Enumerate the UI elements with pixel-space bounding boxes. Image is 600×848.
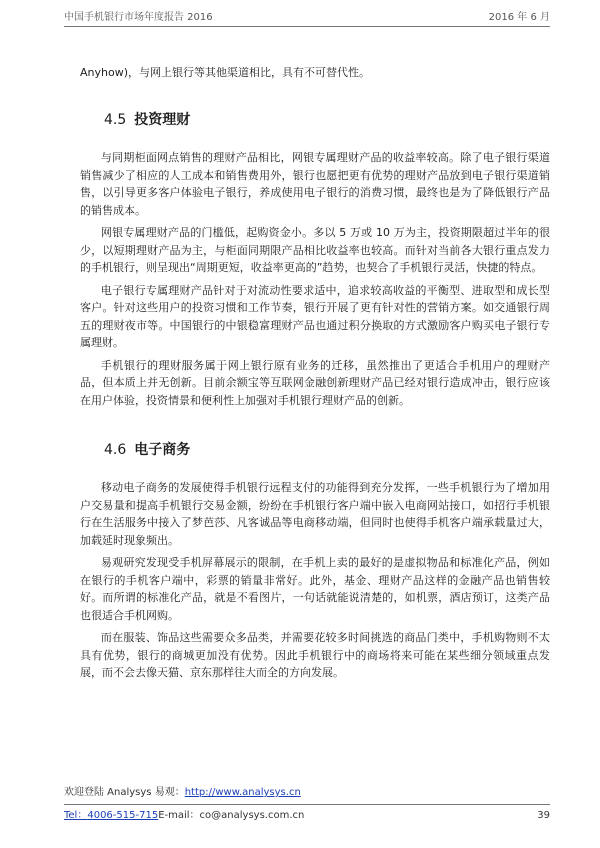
paragraph: 易观研究发现受手机屏幕展示的限制，在手机上卖的最好的是虚拟物品和标准化产品，例如在银行的手机客户端中，彩票的销量非常好。此外，基金、理财产品这样的金融产品也销售较好。而所谓的标准化产品，就是不看图片，一句话就能说清楚的，如机票，酒店预订，这类产品也很适合手机网购。: [80, 556, 550, 622]
section-number: 4.5: [104, 112, 127, 128]
report-date: 2016 年 6 月: [488, 12, 550, 23]
section-heading: [104, 109, 550, 129]
continuation-text: Anyhow)，与网上银行等其他渠道相比，具有不可替代性。: [80, 66, 370, 79]
paragraph: 与同期柜面网点销售的理财产品相比，网银专属理财产品的收益率较高。除了电子银行渠道销售减少了相应的人工成本和销售费用外，银行也愿把更有优势的理财产品放到电子银行渠道销售，以引导更多客户体验电子银行，养成使用电子银行的消费习惯，最终也是为了降低银行产品的销售成本。: [80, 151, 550, 217]
section-title: 电子商务: [134, 442, 191, 458]
email-label: E-mail：: [158, 810, 200, 821]
section-heading: [104, 439, 550, 459]
footer-contact: [64, 804, 550, 823]
section-title: 投资理财: [134, 112, 191, 128]
paragraph: 而在服装、饰品这些需要众多品类，并需要花较多时间挑选的商品门类中，手机购物则不太具有优势，银行的商城更加没有优势。因此手机银行中的商场将来可能在某些细分领域重点发展，而不会去像天猫、京东那样往大而全的方向发展。: [80, 631, 550, 679]
tel-label: Tel：: [64, 810, 88, 821]
email-link[interactable]: co@analysys.com.cn: [199, 810, 305, 821]
section-investment: [80, 109, 550, 409]
paragraph: 移动电子商务的发展使得手机银行远程支付的功能得到充分发挥，一些手机银行为了增加用户交易量和提高手机银行交易金额，纷纷在手机银行客户端中嵌入电商网站接口，如招行手机银行在生活服务中接入了梦芭莎、凡客诚品等电商移动端，但同时也使得手机客户端承载量过大，加载延时现象频出。: [80, 481, 550, 547]
report-title: 中国手机银行市场年度报告 2016: [64, 12, 213, 23]
paragraph: 电子银行专属理财产品针对于对流动性要求适中，追求较高收益的平衡型、进取型和成长型客户。针对这些用户的投资习惯和工作节奏，银行开展了更有针对性的营销方案。如交通银行周五的理财夜市等。中国银行的中银稳富理财产品也通过积分换取的方式激励客户购买电子银行专属理财。: [80, 283, 550, 349]
paragraph: 手机银行的理财服务属于网上银行原有业务的迁移，虽然推出了更适合手机用户的理财产品，但本质上并无创新。目前余额宝等互联网金融创新理财产品已经对银行造成冲击，银行应该在用户体验，投资情景和便利性上加强对手机银行理财产品的创新。: [80, 358, 550, 407]
page-footer: [64, 786, 550, 823]
website-link[interactable]: http://www.analysys.cn: [184, 787, 301, 798]
page-number: 39: [537, 810, 550, 821]
page-body: [80, 64, 550, 687]
section-number: 4.6: [104, 442, 127, 458]
section-ecommerce: [80, 439, 550, 682]
page-header: [64, 8, 550, 27]
tel-link[interactable]: 4006-515-715: [87, 810, 159, 821]
paragraph: 网银专属理财产品的门槛低，起购资金小。多以 5 万或 10 万为主，投资期限超过半年的很少，以短期理财产品为主，与柜面同期限产品相比收益率也较高。而针对当前各大银行重点发力的手机银行，则呈现出“周期更短，收益率更高的”趋势，也契合了手机银行灵活，快捷的特点。: [80, 226, 550, 274]
welcome-text: 欢迎登陆 Analysys 易观：: [64, 787, 185, 798]
footer-welcome: [64, 786, 550, 800]
